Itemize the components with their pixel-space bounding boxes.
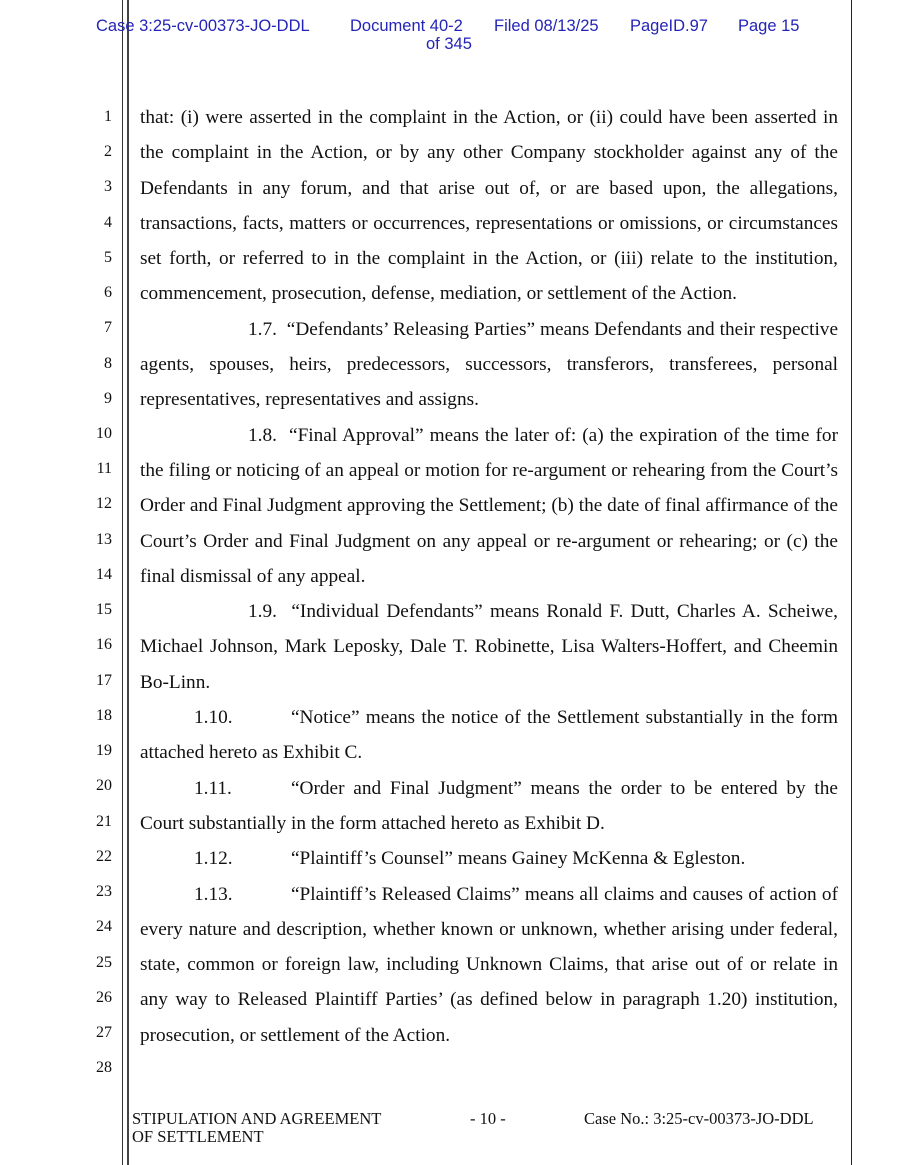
line-number: 21 <box>96 813 112 830</box>
line-number: 28 <box>96 1059 112 1076</box>
filing-stamp-header <box>0 17 900 57</box>
line-number: 8 <box>104 355 112 372</box>
footer-document-title <box>132 1110 381 1146</box>
section-number: 1.11. <box>194 777 232 799</box>
left-margin-rule <box>122 0 123 1165</box>
stamp-document-number: Document 40-2 <box>350 17 463 35</box>
paragraph-text: “Plaintiff’s Counsel” means Gainey McKenna & Egleston. <box>291 848 746 870</box>
section-number: 1.8. <box>248 424 277 446</box>
paragraph-1-9 <box>140 594 838 700</box>
stamp-filed-date: Filed 08/13/25 <box>494 17 599 35</box>
line-number: 16 <box>96 636 112 653</box>
line-number: 10 <box>96 425 112 442</box>
line-number: 17 <box>96 672 112 689</box>
paragraph-1-7 <box>140 312 838 418</box>
footer-title-line-1: STIPULATION AND AGREEMENT <box>132 1109 382 1128</box>
line-number: 27 <box>96 1024 112 1041</box>
footer-page-number: - 10 - <box>470 1109 506 1128</box>
line-number: 22 <box>96 848 112 865</box>
paragraph-1-10 <box>140 700 838 771</box>
document-body <box>140 100 838 1053</box>
footer-title-line-2: OF SETTLEMENT <box>132 1127 264 1146</box>
line-number: 9 <box>104 390 112 407</box>
stamp-page-id: PageID.97 <box>630 17 708 35</box>
paragraph-1-11 <box>140 771 838 842</box>
line-number: 18 <box>96 707 112 724</box>
line-number: 5 <box>104 249 112 266</box>
line-number: 23 <box>96 883 112 900</box>
section-number: 1.12. <box>194 848 233 870</box>
line-number: 7 <box>104 319 112 336</box>
stamp-case-number: Case 3:25-cv-00373-JO-DDL <box>96 17 310 35</box>
line-number: 14 <box>96 566 112 583</box>
line-number: 1 <box>104 108 112 125</box>
paragraph-text: “Individual Defendants” means Ronald F. Dutt, Charles A. Scheiwe, Michael Johnson, Mark Leposky, Dale T. Robinette, Lisa Walters-Hoffert, and Cheemin Bo-Linn. <box>140 601 838 693</box>
paragraph-text: “Plaintiff’s Released Claims” means all claims and causes of action of every nature and description, whether known or unknown, whether arising under federal, state, common or foreign law, including Unknown Claims, that arise out of or relate in any way to Released Plaintiff Parties’ (as defined below in paragraph 1.20) institution, prosecution, or settlement of the Action. <box>140 883 838 1046</box>
paragraph-continuation <box>140 100 838 312</box>
line-number: 12 <box>96 495 112 512</box>
left-margin-rule-inner <box>127 0 129 1165</box>
paragraph-text: “Order and Final Judgment” means the order to be entered by the Court substantially in the form attached hereto as Exhibit D. <box>140 777 838 834</box>
line-number: 20 <box>96 777 112 794</box>
line-number: 24 <box>96 918 112 935</box>
line-number: 11 <box>96 460 112 477</box>
line-number: 26 <box>96 989 112 1006</box>
line-number: 15 <box>96 601 112 618</box>
paragraph-text: “Defendants’ Releasing Parties” means Defendants and their respective agents, spouses, heirs, predecessors, successors, transferors, transferees, personal representatives, representatives and assigns. <box>140 318 838 411</box>
line-number: 6 <box>104 284 112 301</box>
section-number: 1.7. <box>248 318 277 340</box>
stamp-page-number: Page 15 <box>738 17 800 35</box>
stamp-page-total: of 345 <box>426 35 472 53</box>
section-number: 1.9. <box>248 601 277 623</box>
paragraph-1-13 <box>140 877 838 1053</box>
paragraph-1-12 <box>140 841 838 876</box>
paragraph-1-8 <box>140 418 838 594</box>
paragraph-text: “Final Approval” means the later of: (a) the expiration of the time for the filing or noticing of an appeal or motion for re-argument or rehearing from the Court’s Order and Final Judgment approving the Settlement; (b) the date of final affirmance of the Court’s Order and Final Judgment on any appeal or re-argument or rehearing; or (c) the final dismissal of any appeal. <box>140 424 838 587</box>
line-number: 4 <box>104 214 112 231</box>
right-margin-rule <box>851 0 852 1165</box>
line-number: 3 <box>104 178 112 195</box>
section-number: 1.13. <box>194 883 233 905</box>
footer-case-number: Case No.: 3:25-cv-00373-JO-DDL <box>584 1109 814 1128</box>
paragraph-text: “Notice” means the notice of the Settlement substantially in the form attached hereto as Exhibit C. <box>140 707 838 764</box>
line-number: 25 <box>96 954 112 971</box>
paragraph-text: that: (i) were asserted in the complaint in the Action, or (ii) could have been asserted in the complaint in the Action, or by any other Company stockholder against any of the Defendants in any forum, and that arise out of, or are based upon, the allegations, transactions, facts, matters or occurrences, representations or omissions, or circumstances set forth, or referred to in the complaint in the Action, or (iii) relate to the institution, commencement, prosecution, defense, mediation, or settlement of the Action. <box>140 107 838 305</box>
line-number: 2 <box>104 143 112 160</box>
line-number: 13 <box>96 531 112 548</box>
line-number: 19 <box>96 742 112 759</box>
section-number: 1.10. <box>194 707 233 729</box>
